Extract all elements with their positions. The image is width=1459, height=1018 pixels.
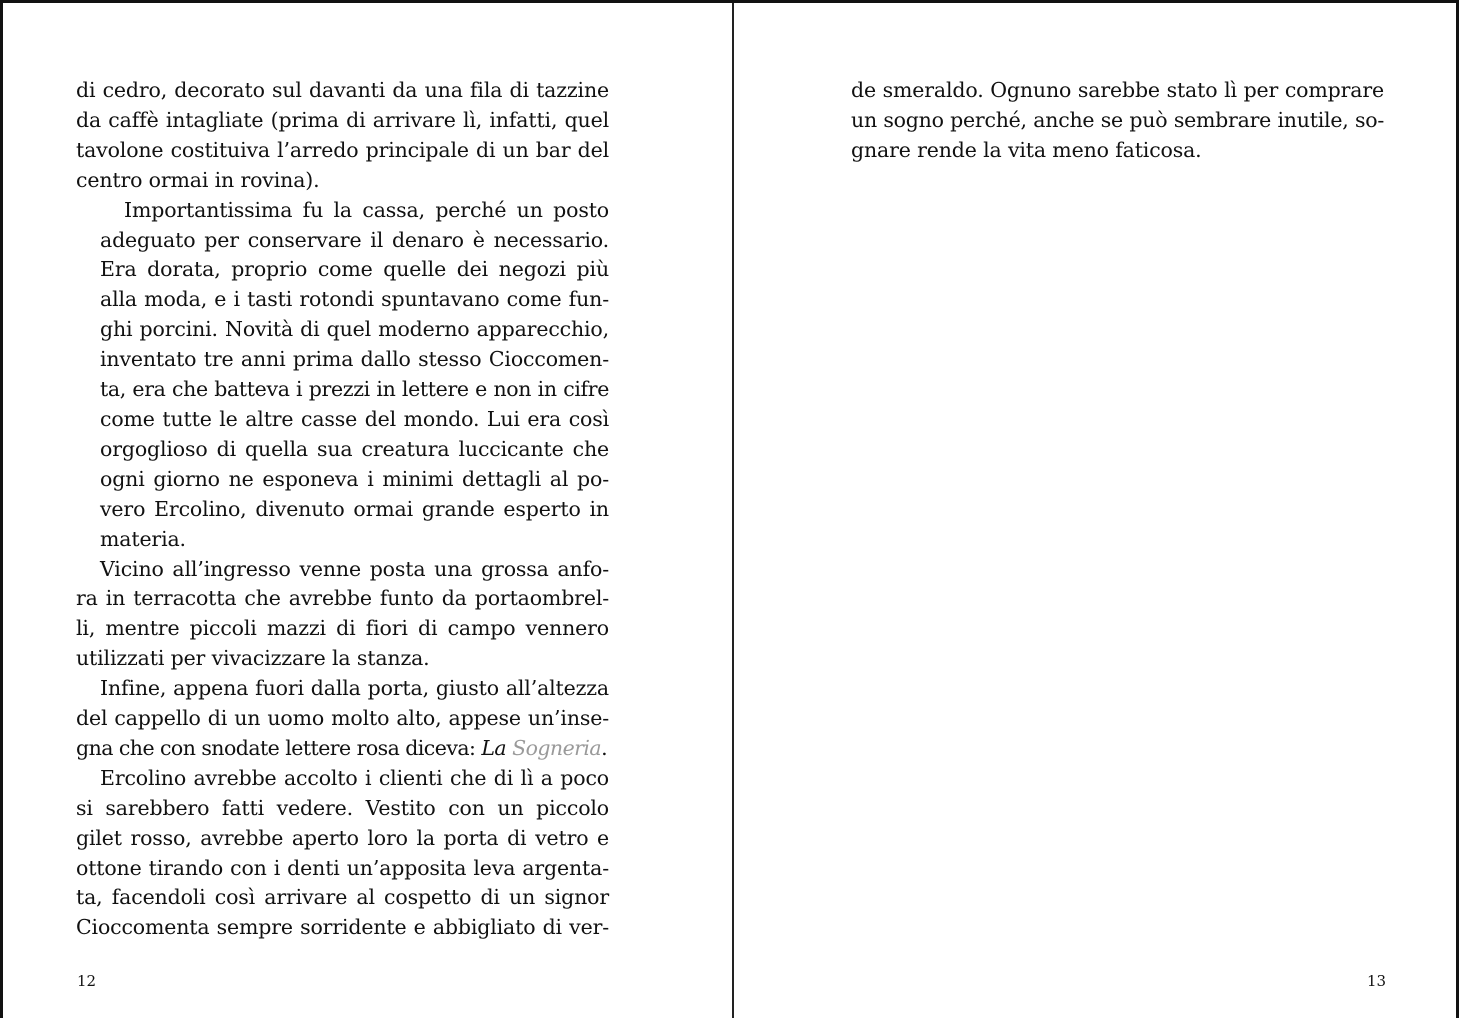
left-page [3, 3, 732, 1018]
text-line: utilizzati per vivacizzare la stanza. [76, 646, 430, 671]
text-line: ra in terracotta che avrebbe funto da portaombrel- [76, 586, 609, 611]
text-line: gnare rende la vita meno faticosa. [851, 137, 1202, 162]
text-line: li, mentre piccoli mazzi di fiori di campo vennero [76, 616, 609, 641]
right-page-body [851, 76, 1384, 166]
sign-text-line [76, 734, 609, 764]
text-line: ta, facendoli così arrivare al cospetto di un signor [76, 885, 609, 910]
text-line: Cioccomenta sempre sorridente e abbigliato di ver- [76, 915, 609, 940]
text-line: ta, era che batteva i prezzi in lettere e non in cifre [100, 377, 609, 402]
text-line: inventato tre anni prima dallo stesso Cioccomen- [100, 347, 609, 372]
text-line: de smeraldo. Ognuno sarebbe stato lì per comprare [851, 78, 1384, 102]
paragraph [76, 196, 609, 555]
sign-line-suffix: . [601, 735, 608, 760]
text-line: di cedro, decorato sul davanti da una fila di tazzine [76, 78, 609, 102]
text-line: Infine, appena fuori dalla porta, giusto all’altezza [100, 676, 609, 701]
text-line: gilet rosso, avrebbe aperto loro la porta di vetro e [76, 825, 609, 850]
paragraph [76, 764, 609, 943]
text-line: vero Ercolino, divenuto ormai grande esperto in [100, 496, 609, 521]
paragraph [76, 76, 609, 196]
text-line: centro ormai in rovina). [76, 167, 320, 192]
text-line: ghi porcini. Novità di quel moderno apparecchio, [100, 317, 609, 342]
sign-name-la: La [481, 735, 507, 760]
text-line: del cappello di un uomo molto alto, appese un’inse- [76, 706, 609, 731]
left-page-body [76, 76, 609, 943]
text-line: materia. [100, 526, 186, 551]
text-line: Vicino all’ingresso venne posta una grossa anfo- [100, 556, 609, 581]
paragraph [76, 674, 609, 764]
text-line: orgoglioso di quella sua creatura luccicante che [100, 436, 609, 461]
text-line: si sarebbero fatti vedere. Vestito con un piccolo [76, 795, 609, 820]
page-number-right: 13 [1367, 972, 1387, 990]
text-line: Era dorata, proprio come quelle dei negozi più [100, 257, 609, 282]
text-line: adeguato per conservare il denaro è necessario. [100, 227, 609, 252]
text-line: ogni giorno ne esponeva i minimi dettagli al po- [100, 466, 609, 491]
text-line: da caffè intagliate (prima di arrivare lì, infatti, quel [76, 107, 609, 132]
text-line: tavolone costituiva l’arredo principale di un bar del [76, 137, 609, 162]
paragraph [76, 555, 609, 675]
text-line: ottone tirando con i denti un’apposita leva argenta- [76, 855, 609, 880]
sign-line-prefix: gna che con snodate lettere rosa diceva: [76, 735, 482, 760]
text-line: come tutte le altre casse del mondo. Lui era così [100, 406, 609, 431]
page-number-left: 12 [77, 972, 97, 990]
paragraph [851, 76, 1384, 166]
text-line: Ercolino avrebbe accolto i clienti che di lì a poco [100, 765, 609, 790]
text-line: Importantissima fu la cassa, perché un posto [124, 197, 609, 222]
text-line: alla moda, e i tasti rotondi spuntavano come fun- [100, 287, 609, 312]
sign-name-sogneria: Sogneria [512, 735, 602, 760]
text-line: un sogno perché, anche se può sembrare inutile, so- [851, 107, 1384, 132]
